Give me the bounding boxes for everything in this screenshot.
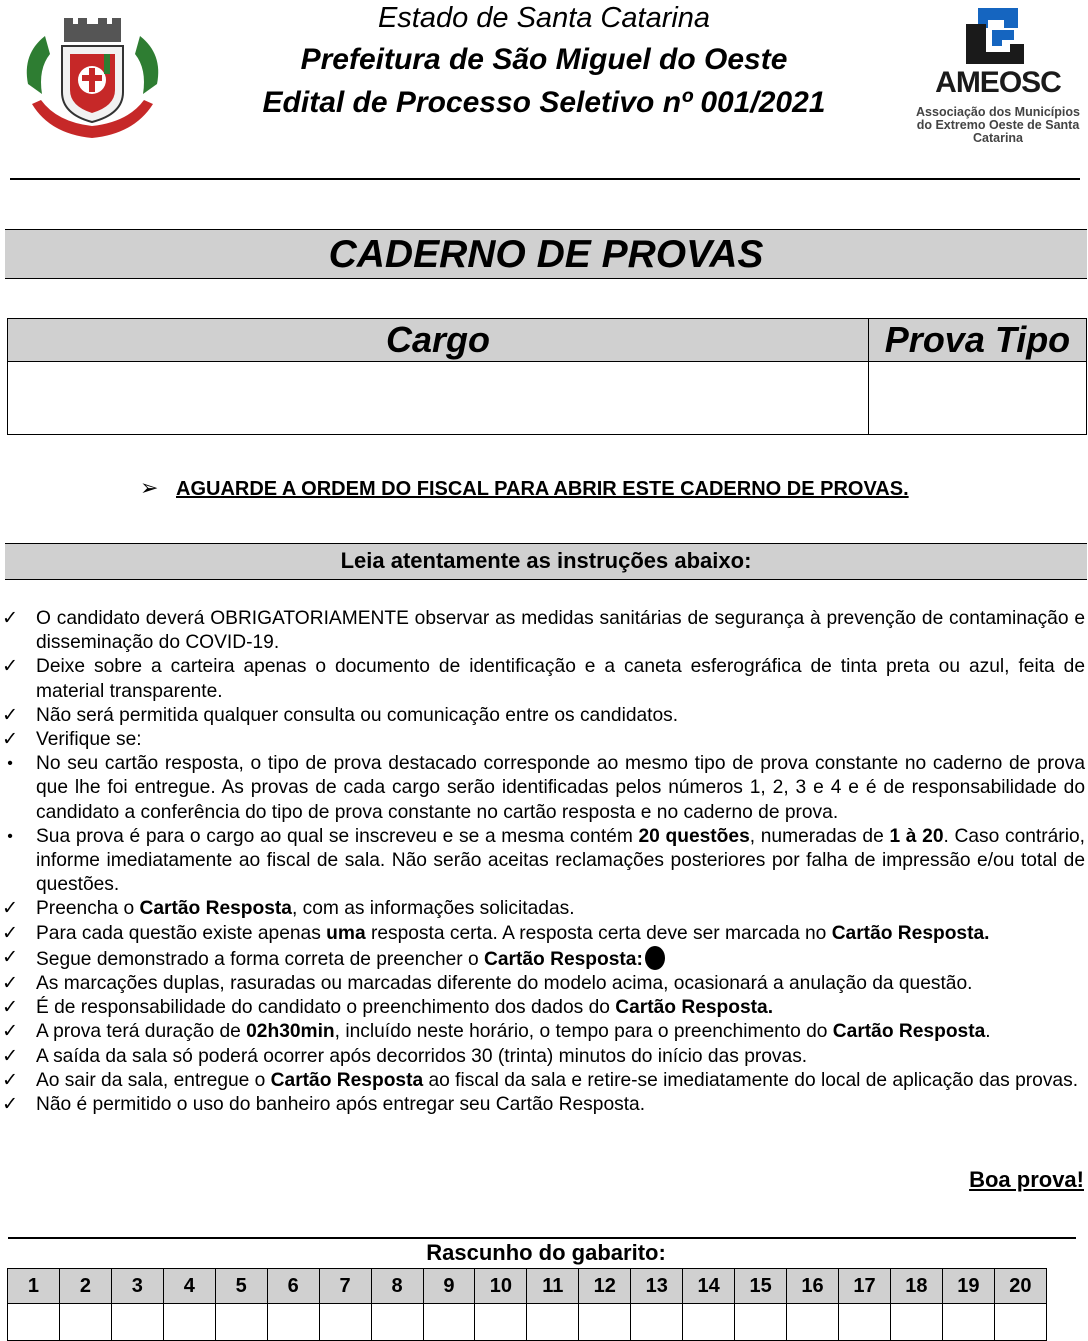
instruction-text: Verifique se:: [36, 729, 142, 751]
checkmark-icon: ✓: [1, 973, 19, 995]
gabarito-number: 20: [994, 1269, 1046, 1304]
instruction-text: Segue demonstrado a forma correta de preencher o: [36, 948, 484, 970]
instructions-list: [0, 607, 1085, 1117]
gabarito-answer-cell[interactable]: [631, 1304, 683, 1341]
checkmark-icon: ✓: [1, 608, 19, 629]
gabarito-number: 1: [8, 1269, 60, 1304]
checkmark-icon: ✓: [1, 922, 19, 944]
instruction-text: ao fiscal da sala e retire-se imediatamente do local de aplicação das provas.: [423, 1069, 1079, 1091]
gabarito-number: 16: [787, 1269, 839, 1304]
checkmark-icon: ✓: [1, 656, 19, 678]
instruction-item: [0, 996, 1085, 1020]
gabarito-answer-cell[interactable]: [215, 1304, 267, 1341]
wait-notice-text: AGUARDE A ORDEM DO FISCAL PARA ABRIR ESTE CADERNO DE PROVAS.: [176, 478, 909, 500]
instruction-item: [0, 972, 1085, 996]
gabarito-number: 4: [163, 1269, 215, 1304]
instruction-text: Cartão Resposta: [832, 1021, 986, 1043]
instruction-item: [0, 1069, 1085, 1093]
instruction-text: , com as informações solicitadas.: [291, 898, 575, 920]
instruction-item: [0, 1093, 1085, 1117]
instruction-text: Ao sair da sala, entregue o: [36, 1069, 271, 1091]
gabarito-answer-cell[interactable]: [267, 1304, 319, 1341]
checkmark-icon: ✓: [1, 704, 19, 726]
bullet-icon: •: [7, 755, 13, 773]
instruction-item: [0, 1020, 1085, 1044]
instruction-text: Não será permitida qualquer consulta ou comunicação entre os candidatos.: [36, 704, 679, 726]
wait-notice: [140, 475, 909, 501]
bullet-icon: •: [7, 827, 13, 845]
instruction-text: O candidato deverá OBRIGATORIAMENTE observar as medidas sanitárias de segurança à prevenção de contaminação e disseminação do COVID-19.: [36, 608, 1085, 654]
instruction-text: resposta certa. A resposta certa deve ser marcada no: [365, 922, 832, 944]
gabarito-number: 3: [111, 1269, 163, 1304]
instruction-text: É de responsabilidade do candidato o preenchimento dos dados do: [36, 997, 616, 1019]
instruction-item: [0, 607, 1085, 655]
instruction-text: . Caso contrário, informe imediatamente ao fiscal de sala. Não serão aceitas reclamações posteriores por falha de impressão e/ou total de questões.: [36, 825, 1085, 896]
cargo-header: Cargo: [8, 319, 869, 362]
gabarito-answer-cell[interactable]: [839, 1304, 891, 1341]
instruction-text: Cartão Resposta.: [831, 922, 990, 944]
checkmark-icon: ✓: [1, 1094, 19, 1116]
gabarito-number: 15: [735, 1269, 787, 1304]
gabarito-answer-cell[interactable]: [319, 1304, 371, 1341]
instruction-text: Cartão Resposta: [139, 898, 292, 920]
arrow-right-icon: ➢: [140, 475, 159, 500]
gabarito-answer-cell[interactable]: [475, 1304, 527, 1341]
instruction-text: Cartão Resposta.: [615, 997, 774, 1019]
instruction-item: [0, 728, 1085, 752]
gabarito-table: [7, 1268, 1047, 1341]
header-divider: [10, 178, 1080, 180]
instruction-text: 02h30min: [246, 1021, 335, 1043]
instruction-text: Cartão Resposta: [270, 1069, 424, 1091]
closing-message: Boa prova!: [969, 1167, 1084, 1192]
checkmark-icon: ✓: [1, 997, 19, 1019]
gabarito-answer-cell[interactable]: [579, 1304, 631, 1341]
gabarito-number: 5: [215, 1269, 267, 1304]
gabarito-answer-cell[interactable]: [8, 1304, 60, 1341]
instruction-text: uma: [326, 922, 366, 944]
gabarito-answer-cell[interactable]: [59, 1304, 111, 1341]
checkmark-icon: ✓: [1, 1045, 19, 1067]
gabarito-answer-cell[interactable]: [423, 1304, 475, 1341]
ameosc-logo: [912, 6, 1084, 152]
instruction-text: 1 à 20: [889, 825, 944, 847]
gabarito-answer-cell[interactable]: [163, 1304, 215, 1341]
instruction-text: A saída da sala só poderá ocorrer após decorridos 30 (trinta) minutos do início das provas.: [36, 1045, 808, 1067]
gabarito-number: 9: [423, 1269, 475, 1304]
cargo-table: [7, 318, 1087, 435]
gabarito-answer-cell[interactable]: [683, 1304, 735, 1341]
gabarito-answer-cell[interactable]: [371, 1304, 423, 1341]
instruction-item: [0, 922, 1085, 946]
footer-divider: [8, 1237, 1076, 1239]
gabarito-answer-cell[interactable]: [527, 1304, 579, 1341]
header-edital: Edital de Processo Seletivo nº 001/2021: [262, 86, 826, 119]
gabarito-number: 2: [59, 1269, 111, 1304]
prova-tipo-field[interactable]: [869, 362, 1087, 435]
instruction-text: , incluído neste horário, o tempo para o preenchimento do: [334, 1021, 833, 1043]
instruction-text: Sua prova é para o cargo ao qual se inscreveu e se a mesma contém: [36, 825, 639, 847]
prova-tipo-header: Prova Tipo: [869, 319, 1087, 362]
gabarito-number: 11: [527, 1269, 579, 1304]
ameosc-name: AMEOSC: [935, 66, 1061, 99]
gabarito-number: 6: [267, 1269, 319, 1304]
checkmark-icon: ✓: [1, 1069, 19, 1091]
instruction-text: Deixe sobre a carteira apenas o documento de identificação e a caneta esferográfica de tinta preta ou azul, feita de material transparente.: [36, 656, 1085, 702]
instruction-text: No seu cartão resposta, o tipo de prova destacado corresponde ao mesmo tipo de prova constante no caderno de prova que lhe foi entregue. As provas de cada cargo serão identificadas pelos números 1, 2, 3 e 4 e é de responsabilidade do candidato a conferência do tipo de prova constante no cartão resposta e no caderno de prova.: [36, 753, 1085, 823]
gabarito-answer-cell[interactable]: [787, 1304, 839, 1341]
instruction-text: As marcações duplas, rasuradas ou marcadas diferente do modelo acima, ocasionará a anulação da questão.: [36, 973, 973, 995]
rascunho-label: Rascunho do gabarito:: [426, 1240, 666, 1265]
gabarito-number: 19: [942, 1269, 994, 1304]
instruction-text: .: [985, 1021, 991, 1043]
gabarito-answer-cell[interactable]: [994, 1304, 1046, 1341]
gabarito-answer-cell[interactable]: [735, 1304, 787, 1341]
cargo-field[interactable]: [8, 362, 869, 435]
instruction-text: Para cada questão existe apenas: [36, 922, 327, 944]
instruction-text: 20 questões: [638, 825, 750, 847]
gabarito-number: 18: [890, 1269, 942, 1304]
checkmark-icon: ✓: [1, 729, 19, 751]
ameosc-subtitle: Associação dos Municípios do Extremo Oeste de Santa Catarina: [916, 105, 1080, 145]
ameosc-emblem-icon: [958, 6, 1030, 66]
instruction-text: , numeradas de: [749, 825, 890, 847]
instruction-item: [0, 946, 1085, 972]
gabarito-answer-cell[interactable]: [890, 1304, 942, 1341]
page-title: CADERNO DE PROVAS: [5, 229, 1087, 279]
instruction-item: [0, 1045, 1085, 1069]
header-prefeitura: Prefeitura de São Miguel do Oeste: [300, 43, 788, 76]
gabarito-number: 14: [683, 1269, 735, 1304]
instruction-text: A prova terá duração de: [36, 1021, 247, 1043]
instruction-text: Não é permitido o uso do banheiro após entregar seu Cartão Resposta.: [36, 1094, 646, 1116]
gabarito-number: 7: [319, 1269, 371, 1304]
filled-bubble-icon: [645, 946, 665, 970]
gabarito-number: 12: [579, 1269, 631, 1304]
gabarito-answer-cell[interactable]: [111, 1304, 163, 1341]
gabarito-number: 17: [839, 1269, 891, 1304]
instruction-item: [0, 825, 1085, 898]
checkmark-icon: ✓: [1, 1021, 19, 1043]
gabarito-answer-cell[interactable]: [942, 1304, 994, 1341]
instruction-item: [0, 655, 1085, 703]
instruction-text: Cartão Resposta:: [483, 948, 643, 970]
gabarito-number: 8: [371, 1269, 423, 1304]
instruction-text: Preencha o: [36, 898, 140, 920]
instruction-item: [0, 704, 1085, 728]
gabarito-number: 13: [631, 1269, 683, 1304]
instructions-heading: Leia atentamente as instruções abaixo:: [5, 543, 1087, 580]
instruction-item: [0, 752, 1085, 825]
checkmark-icon: ✓: [1, 946, 19, 968]
header-state: Estado de Santa Catarina: [377, 2, 711, 34]
instruction-item: [0, 897, 1085, 921]
checkmark-icon: ✓: [1, 898, 19, 920]
gabarito-number: 10: [475, 1269, 527, 1304]
